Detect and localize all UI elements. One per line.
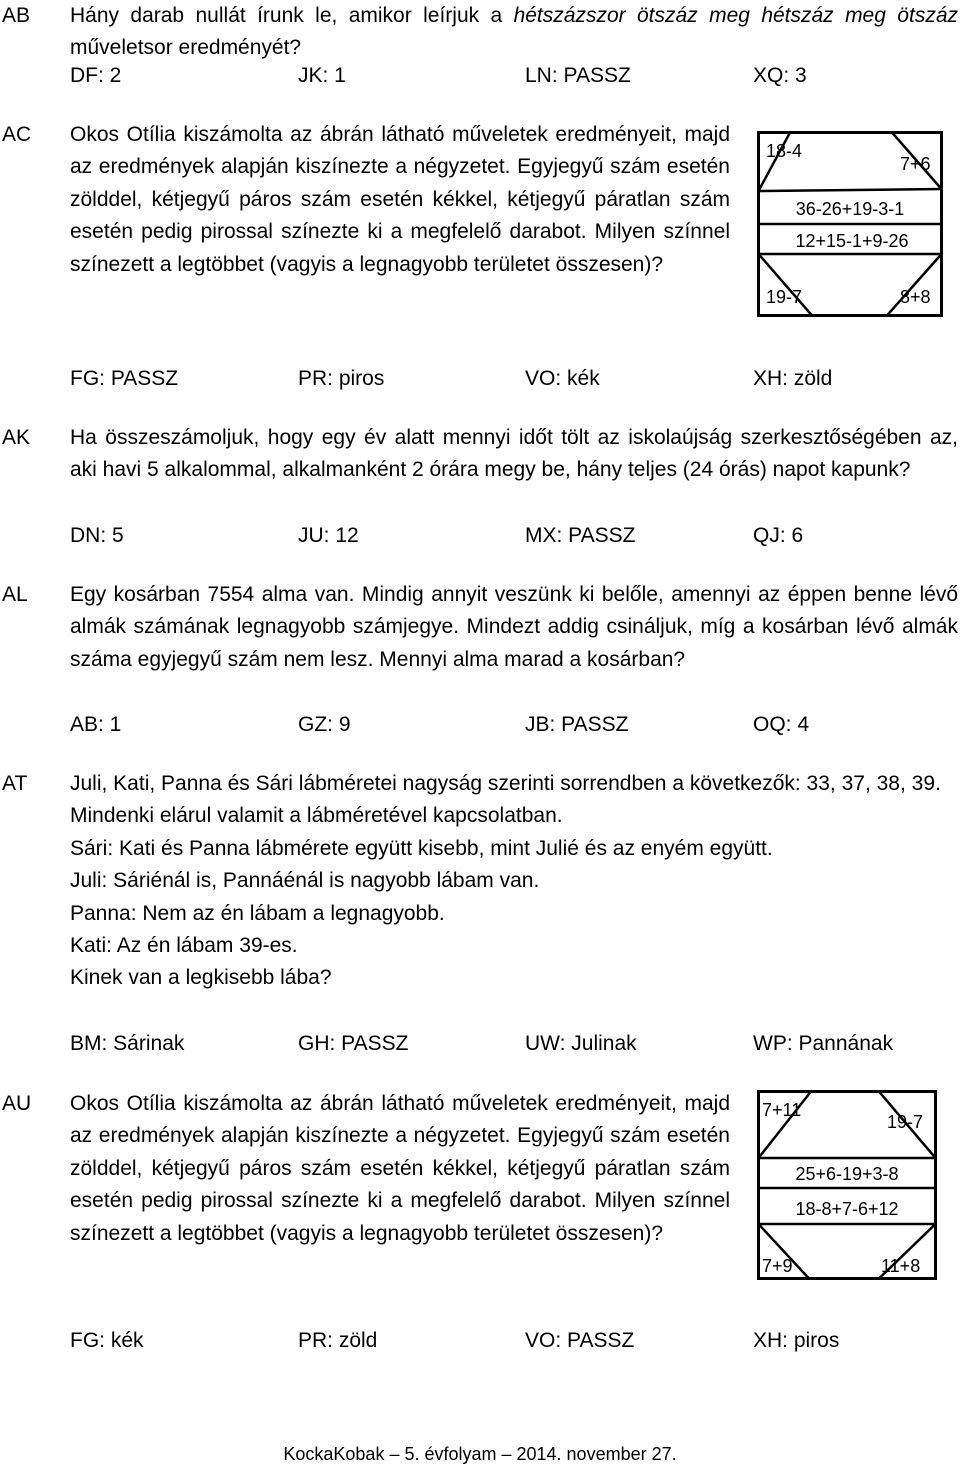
answer-option[interactable]: GH: PASSZ <box>298 1032 409 1055</box>
answer-option[interactable]: QJ: 6 <box>753 524 804 547</box>
figure-label: 11+8 <box>881 1256 921 1276</box>
answer-option[interactable]: FG: kék <box>70 1329 144 1352</box>
question-code: AB <box>2 4 31 27</box>
answer-row <box>70 520 958 552</box>
answer-option[interactable]: VO: kék <box>525 367 600 390</box>
answer-option[interactable]: BM: Sárinak <box>70 1032 185 1055</box>
answer-option[interactable]: PR: piros <box>298 367 385 390</box>
figure-label: 36-26+19-3-1 <box>795 199 905 219</box>
answer-option[interactable]: JK: 1 <box>298 64 346 87</box>
figure-label: 25+6-19+3-8 <box>795 1164 899 1184</box>
question-text: Ha összeszámoljuk, hogy egy év alatt mennyi időt tölt az iskolaújság szerkesztőségében az, aki havi 5 alkalommal, alkalmanként 2 órára megy be, hány teljes (24 órás) napot kapunk? <box>70 426 958 482</box>
figure-label: 18-4 <box>766 141 803 161</box>
question-text: Juli, Kati, Panna és Sári lábméretei nagyság szerinti sorrendben a következők: 33, 37, 38, 39. Mindenki elárul valamit a lábméretével kapcsolatban. Sári: Kati és Panna lábmérete együtt kisebb, mint Julié és az enyém együtt. Juli: Sáriénál is, Pannáénál is nagyobb lábam van. Panna: Nem az én lábam a legnagyobb. Kati: Az én lábam 39-es. Kinek van a legkisebb lába? <box>70 772 941 990</box>
question-code: AT <box>2 772 28 795</box>
answer-option[interactable]: MX: PASSZ <box>525 524 636 547</box>
question-text: Okos Otília kiszámolta az ábrán látható műveletek eredményeit, majd az eredmények alapján kiszínezte a négyzetet. Egyjegyű szám esetén zölddel, kétjegyű páros szám esetén kékkel, kétjegyű páratlan szám esetén pedig pirossal színezte ki a megfelelő darabot. Milyen színnel színezett a legtöbbet (vagyis a legnagyobb területet összesen)? <box>70 1092 730 1245</box>
answer-option[interactable]: WP: Pannának <box>753 1032 894 1055</box>
answer-option[interactable]: VO: PASSZ <box>525 1329 635 1352</box>
answer-option[interactable]: OQ: 4 <box>753 713 810 736</box>
answer-option[interactable]: FG: PASSZ <box>70 367 179 390</box>
figure-label: 18-8+7-6+12 <box>795 1199 899 1219</box>
answer-row <box>70 363 958 395</box>
figure-label: 19-7 <box>887 1112 924 1132</box>
answer-option[interactable]: GZ: 9 <box>298 713 351 736</box>
question-text-emphasis: hétszázszor ötszáz meg hétszáz meg ötszáz <box>513 4 958 27</box>
figure-label: 7+11 <box>762 1100 802 1120</box>
answer-option[interactable]: XH: piros <box>753 1329 840 1352</box>
answer-option[interactable]: AB: 1 <box>70 713 122 736</box>
answer-row <box>70 60 958 92</box>
figure-label: 7+9 <box>762 1256 793 1276</box>
answer-option[interactable]: DN: 5 <box>70 524 124 547</box>
question-code: AC <box>2 123 32 146</box>
square-figure <box>757 131 943 317</box>
answer-option[interactable]: XH: zöld <box>753 367 833 390</box>
question-code: AK <box>2 426 31 449</box>
figure-label: 8+8 <box>900 287 931 307</box>
question-text: Egy kosárban 7554 alma van. Mindig annyit veszünk ki belőle, amennyi az éppen benne lévő almák számának legnagyobb számjegye. Mindezt addig csináljuk, míg a kosárban lévő almák száma egyjegyű szám nem lesz. Mennyi alma marad a kosárban? <box>70 583 958 671</box>
answer-option[interactable]: UW: Julinak <box>525 1032 637 1055</box>
question-text-part: műveletsor eredményét? <box>70 36 302 60</box>
answer-option[interactable]: JB: PASSZ <box>525 713 629 736</box>
page-footer: KockaKobak – 5. évfolyam – 2014. november 27. <box>283 1444 677 1464</box>
answer-row <box>70 1325 958 1357</box>
square-figure <box>757 1090 937 1280</box>
answer-option[interactable]: PR: zöld <box>298 1329 378 1352</box>
question-text: Okos Otília kiszámolta az ábrán látható műveletek eredményeit, majd az eredmények alapján kiszínezte a négyzetet. Egyjegyű szám esetén zölddel, kétjegyű páros szám esetén kékkel, kétjegyű páratlan szám esetén pedig pirossal színezte ki a megfelelő darabot. Milyen színnel színezett a legtöbbet (vagyis a legnagyobb területet összesen)? <box>70 123 730 276</box>
question-text-part: Hány darab nullát írunk le, amikor leírjuk a <box>70 4 514 27</box>
answer-option[interactable]: JU: 12 <box>298 524 359 547</box>
figure-label: 19-7 <box>766 287 803 307</box>
figure-label: 12+15-1+9-26 <box>795 231 909 251</box>
question-code: AU <box>2 1092 32 1115</box>
answer-option[interactable]: DF: 2 <box>70 64 122 87</box>
question-code: AL <box>2 583 28 606</box>
figure-label: 7+6 <box>900 154 931 174</box>
answer-row <box>70 709 958 741</box>
question-text <box>70 0 958 65</box>
answer-row <box>70 1028 958 1060</box>
answer-option[interactable]: XQ: 3 <box>753 64 807 87</box>
answer-option[interactable]: LN: PASSZ <box>525 64 631 87</box>
